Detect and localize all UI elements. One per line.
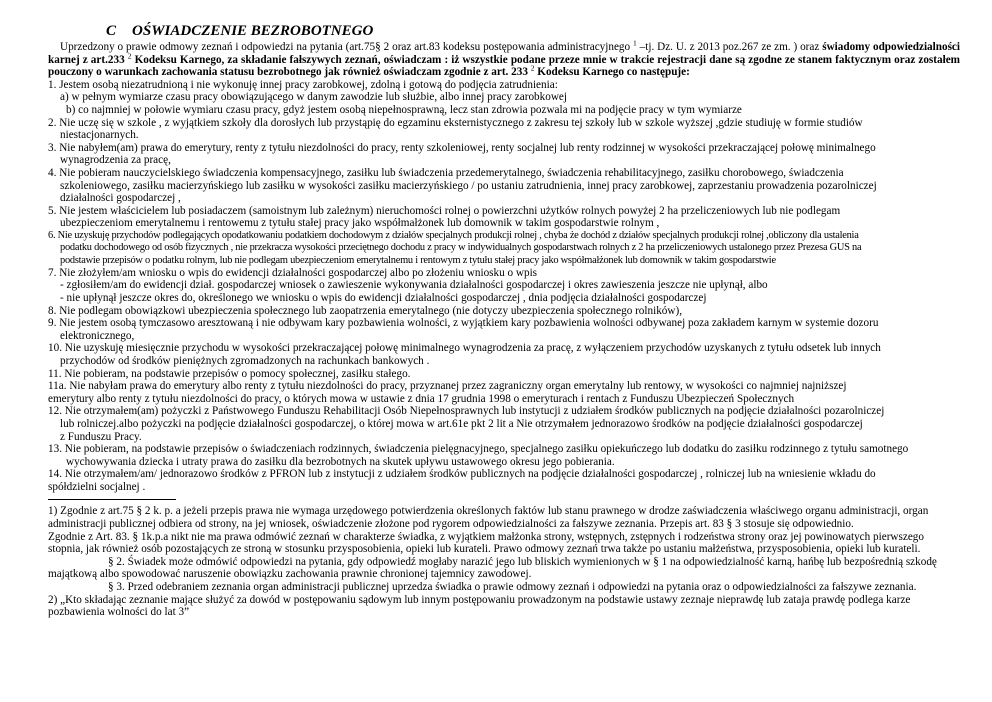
item-11: 11. Nie pobieram, na podstawie przepisów o pomocy społecznej, zasiłku stałego.: [48, 367, 411, 380]
item-9-cont: elektronicznego,: [60, 329, 135, 342]
item-5-cont: ubezpieczeniom emerytalnemu i rentowemu z tytułu stałej pracy jako współmałżonek lub domownik w takim gospodarstwie rolnym ,: [60, 217, 660, 230]
item-3: 3. Nie nabyłem(am) prawa do emerytury, renty z tytułu niezdolności do pracy, renty szkoleniowej, renty socjalnej lub renty rodzinnej w wysokości przekraczającej połowę minimalnego: [48, 141, 876, 154]
item-7b: - nie upłynął jeszcze okres do, określonego we wniosku o wpis do ewidencji działalności gospodarczej , dnia podjęcia działalności gospodarczej: [60, 291, 707, 304]
item-13-cont: wychowywania dziecka i utraty prawa do zasiłku dla bezrobotnych na skutek upływu ustawowego okresu jego pobierania.: [66, 455, 615, 468]
item-12-cont2: z Funduszu Pracy.: [60, 430, 142, 443]
footnote-1-par2: § 2. Świadek może odmówić odpowiedzi na pytania, gdy odpowiedź mogłaby narazić jego lub bliskich wymienionych w § 1 na odpowiedzialność karną, hańbę lub bezpośrednią szkodę majątkową albo spowodować naruszenie obowiązku zachowania prawnie chronionej tajemnicy zawodowej.: [48, 555, 937, 581]
title-text: OŚWIADCZENIE BEZROBOTNEGO: [132, 23, 374, 39]
item-10: 10. Nie uzyskuję miesięcznie przychodu w wysokości przekraczającej połowę minimalnego wynagrodzenia za pracę, z wyłączeniem przychodów uzyskanych z tytułu odsetek lub innych: [48, 342, 881, 355]
footnote-ref-2: 2: [127, 50, 132, 60]
item-6: 6. Nie uzyskuję przychodów podlegających opodatkowaniu podatkiem dochodowym z działów specjalnych produkcji rolnej , chyba że dochód z działów specjalnych produkcji rolnej ,obliczony dla ustalenia: [48, 229, 859, 241]
item-7: 7. Nie złożyłem/am wniosku o wpis do ewidencji działalności gospodarczej albo po złożeniu wniosku o wpis: [48, 266, 538, 279]
item-8: 8. Nie podlegam obowiązkowi ubezpieczenia społecznego lub zaopatrzenia emerytalnego (nie dotyczy ubezpieczenia społecznego rolników),: [48, 304, 683, 317]
footnote-2: 2) „Kto składając zeznanie mające służyć za dowód w postępowaniu sądowym lub innym postępowaniu prowadzonym na podstawie ustawy zeznaje nieprawdę lub zataja prawdę podlega karze pozbawienia wolności do lat 3”: [48, 593, 911, 619]
item-11a-cont: emerytury albo renty z tytułu niezdolności do pracy, o których mowa w ustawie z dnia 17 grudnia 1998 o emeryturach i rentach z Funduszu Ubezpieczeń Społecznych: [48, 392, 795, 405]
item-4-cont: szkoleniowego, zasiłku macierzyńskiego lub zasiłku w wysokości zasiłku macierzyńskiego / po ustaniu zatrudnienia, innej pracy zarobkowej, zaprzestaniu prowadzenia pozarolniczej: [60, 179, 877, 192]
item-5: 5. Nie jestem właścicielem lub posiadaczem (samoistnym lub zależnym) nieruchomości rolnej o powierzchni użytków rolnych powyżej 2 ha przeliczeniowych lub nie podlegam: [48, 204, 841, 217]
item-11a: 11a. Nie nabyłam prawa do emerytury albo renty z tytułu niezdolności do pracy, przyznanej przez zagraniczny organ emerytalny lub rentowy, w wysokości co najmniej najniższej: [48, 380, 847, 393]
item-10-cont: przychodów od środków pieniężnych zgromadzonych na rachunkach bankowych .: [60, 354, 430, 367]
intro-bold-2: Kodeksu Karnego, za składanie fałszywych zeznań, oświadczam : iż wszystkie podane przeze mnie w trakcie rejestracji dane są zgodne ze stanem faktycznym oraz zostałem pouczony o warunkach zachowania statusu bezrobotnego jak również oświadczam zgodnie z art. 233: [48, 53, 960, 79]
footnote-1-par3: § 3. Przed odebraniem zeznania organ administracji publicznej uprzedza świadka o prawie odmowy zeznań i odpowiedzi na pytania oraz o odpowiedzialności za fałszywe zeznania.: [108, 581, 917, 594]
item-6-cont: podatku dochodowego od osób fizycznych , nie przekracza wysokości przeciętnego dochodu z pracy w indywidualnych gospodarstwach rolnych z 2 ha przeliczeniowych ustalonego przez Prezesa GUS na: [60, 242, 862, 254]
footnote-1: 1) Zgodnie z art.75 § 2 k. p. a jeżeli przepis prawa nie wymaga urzędowego potwierdzenia określonych faktów lub stanu prawnego w drodze zaświadczenia właściwego organu administracji, organ administracji publicznej odbiera od strony, na jej wniosek, oświadczenie złożone pod rygorem odpowiedzialności za fałszywe zeznania. Przepis art. 83 § 3 stosuje się odpowiednio.: [48, 505, 929, 531]
item-9: 9. Nie jestem osobą tymczasowo aresztowaną i nie odbywam kary pozbawienia wolności, z wyjątkiem kary pozbawienia wolności odbywanej poza zakładem karnym w systemie dozoru: [48, 317, 879, 330]
item-12: 12. Nie otrzymałem(am) pożyczki z Państwowego Funduszu Rehabilitacji Osób Niepełnosprawnych lub instytucji z udziałem środków publicznych na podjęcie działalności pozarolniczej: [48, 405, 885, 418]
intro-text-1: Uprzedzony o prawie odmowy zeznań i odpowiedzi na pytania (art.75§ 2 oraz art.83 kodeksu postępowania administracyjnego: [60, 41, 631, 53]
item-3-cont: wynagrodzenia za pracę,: [60, 154, 171, 167]
item-1: 1. Jestem osobą niezatrudnioną i nie wykonuję innej pracy zarobkowej, zdolną i gotową do podjęcia zatrudnienia:: [48, 78, 558, 91]
footnote-divider: [48, 499, 176, 500]
item-1a: a) w pełnym wymiarze czasu pracy obowiązującego w danym zawodzie lub służbie, albo innej pracy zarobkowej: [60, 91, 567, 104]
item-1b: b) co najmniej w połowie wymiaru czasu pracy, gdyż jestem osobą niepełnosprawną, lecz stan zdrowia pozwala mi na podjęcie pracy w tym wymiarze: [66, 103, 742, 116]
page-title: [106, 22, 960, 40]
footnote-ref-1: 1: [633, 38, 637, 48]
section-letter: C: [106, 23, 117, 39]
footnote-1-art83: Zgodnie z Art. 83. § 1k.p.a nikt nie ma prawa odmówić zeznań w charakterze świadka, z wyjątkiem małżonka strony, wstępnych, zstępnych i rodzeństwa strony oraz jej powinowatych pierwszego stopnia, jak również osób pozostających ze stroną w stosunku przysposobienia, opieki lub kurateli. Prawo odmowy zeznań trwa także po ustaniu małżeństwa, przysposobienia, opieki lub kurateli.: [48, 530, 924, 556]
item-2-cont: niestacjonarnych.: [60, 129, 139, 142]
document-page: [48, 22, 960, 619]
item-14: 14. Nie otrzymałem/am/ jednorazowo środków z PFRON lub z instytucji z udziałem środków publicznych na podjęcie działalności gospodarczej , rolniczej lub na wniesienie wkładu do: [48, 468, 876, 481]
item-7a: - zgłosiłem/am do ewidencji dział. gospodarczej wniosek o zawieszenie wykonywania działalności gospodarczej i okres zawieszenia jeszcze nie upłynął, albo: [60, 279, 768, 292]
item-4: 4. Nie pobieram nauczycielskiego świadczenia kompensacyjnego, zasiłku lub świadczenia przedemerytalnego, świadczenia rehabilitacyjnego, zasiłku chorobowego, świadczenia: [48, 166, 844, 179]
intro-text-2: –tj. Dz. U. z 2013 poz.267 ze zm. ) oraz: [636, 41, 823, 53]
item-4-cont2: działalności gospodarczej ,: [60, 192, 181, 205]
item-6-cont2: podstawie przepisów o podatku rolnym, lub nie podlegam ubezpieczeniom emerytalnemu i rentowym z tytułu stałej pracy jako współmałżonek lub domownik w takim gospodarstwie: [60, 254, 776, 266]
item-2: 2. Nie uczę się w szkole , z wyjątkiem szkoły dla dorosłych lub przystąpię do egzaminu eksternistycznego z zakresu tej szkoły lub w szkole wyższej ,gdzie studiuję w formie studiów: [48, 116, 863, 129]
item-14-cont: spółdzielni socjalnej .: [48, 480, 146, 493]
intro-paragraph: [48, 38, 961, 79]
footnote-ref-2b: 2: [530, 63, 535, 73]
declaration-list: [48, 79, 960, 494]
intro-bold-1: świadomy odpowiedzialności karnej z art.233: [48, 41, 961, 66]
footnotes: [48, 505, 960, 618]
intro-bold-3: Kodeksu Karnego co następuje:: [534, 66, 690, 79]
item-12-cont: lub rolniczej.albo pożyczki na podjęcie działalności gospodarczej, o której mowa w art.61e pkt 2 lit a Nie otrzymałem jednorazowo środków na podjęcie działalności gospodarczej: [60, 417, 863, 430]
item-13: 13. Nie pobieram, na podstawie przepisów o świadczeniach rodzinnych, świadczenia pielęgnacyjnego, specjalnego zasiłku opiekuńczego lub dodatku do zasiłku rodzinnego z tytułu samotnego: [48, 443, 909, 456]
